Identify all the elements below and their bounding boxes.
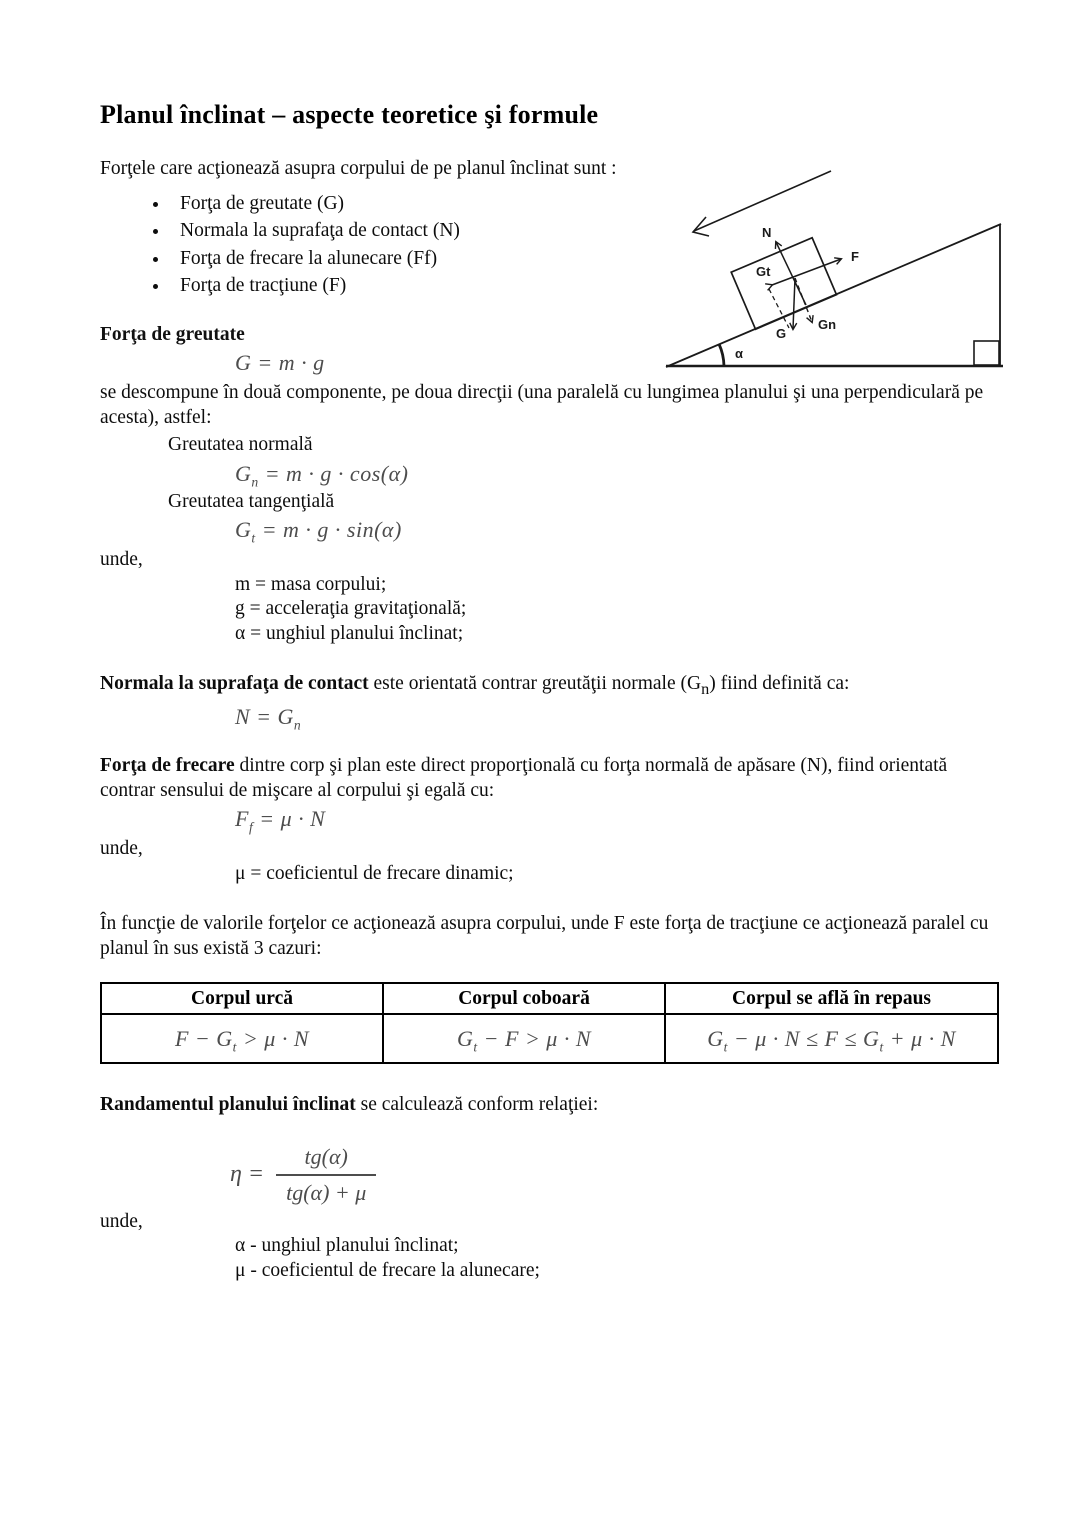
normal-weight-label: Greutatea normală (168, 434, 313, 455)
normal-weight-vector-label: Gn (818, 317, 837, 332)
friction-formula: $F_f = \mu \cdot N$ (235, 806, 326, 835)
where-label: unde, (100, 1210, 143, 1232)
table-header-cell: Corpul coboară (383, 983, 665, 1014)
table-formula-cell: $G_t - \mu \cdot N \le F \le G_t + \mu \cdot N$ (665, 1014, 998, 1063)
definition-line: g = acceleraţia gravitaţională; (235, 598, 467, 619)
weight-definitions (235, 573, 990, 647)
list-item: • Forţa de greutate (G) (170, 190, 990, 218)
weight-vector-label: G (776, 326, 787, 341)
list-item: • Forţa de tracţiune (F) (170, 272, 990, 300)
table-row (101, 1014, 998, 1063)
friction-definitions (235, 862, 990, 887)
cases-paragraph: În funcţie de valorile forţelor ce acţionează asupra corpului, unde F este forţa de tracţiune ce acţionează paralel cu planul în sus există 3 cazuri: (100, 913, 989, 959)
friction-section-paragraph: Forţa de frecare dintre corp şi plan este direct proporţională cu forţa normală de apăsare (N), fiind orientată contrar sensului de mişcare al corpului şi egală cu: (100, 755, 948, 801)
force-vectors (769, 242, 841, 329)
definition-line: α = unghiul planului înclinat; (235, 622, 464, 644)
definition-line: μ = coeficientul de frecare dinamic; (235, 862, 514, 884)
normal-vector-label: N (762, 225, 772, 240)
page-title: Planul înclinat – aspecte teoretice şi formule (100, 100, 599, 129)
list-item: • Normala la suprafaţa de contact (N) (170, 217, 990, 245)
table-formula-cell: $G_t - F > \mu \cdot N$ (383, 1014, 665, 1063)
efficiency-paragraph: Randamentul planului înclinat se calculează conform relaţiei: (100, 1094, 599, 1116)
weight-description: se descompune în două componente, pe doua direcţii (una paralelă cu lungimea planului şi una perpendiculară pe acesta), astfel: (100, 382, 984, 428)
normal-section-paragraph: Normala la suprafaţa de contact este orientată contrar greutăţii normale $(G_n)$ fiind definită ca: (100, 673, 850, 698)
weight-formula: G = m · g (235, 350, 325, 375)
where-label: unde, (100, 838, 143, 860)
efficiency-formula-lhs: η = (230, 1161, 265, 1188)
definition-line: μ - coeficientul de frecare la alunecare; (235, 1259, 540, 1281)
list-item: • Forţa de frecare la alunecare (Ff) (170, 245, 990, 273)
angle-label: α (735, 346, 743, 361)
where-label: unde, (100, 549, 143, 570)
normal-weight-formula: $G_n = m \cdot g \cdot \cos(\alpha)$ (235, 460, 409, 489)
traction-vector-label: F (851, 249, 859, 264)
tangential-weight-formula: $G_t = m \cdot g \cdot \sin(\alpha)$ (235, 517, 402, 546)
fraction-numerator: tg(α) (276, 1144, 376, 1176)
cases-table (100, 982, 999, 1064)
efficiency-fraction (276, 1144, 376, 1206)
angle-arc (719, 344, 724, 366)
table-header-cell: Corpul se află în repaus (665, 983, 998, 1014)
efficiency-definitions (235, 1234, 990, 1283)
table-header-cell: Corpul urcă (101, 983, 383, 1014)
inclined-plane-diagram (663, 155, 1011, 373)
definition-line: α - unghiul planului înclinat; (235, 1235, 459, 1257)
fraction-denominator: tg(α) + μ (286, 1179, 367, 1205)
right-angle-marker (974, 341, 999, 365)
block (731, 238, 836, 330)
table-header-row (101, 983, 998, 1014)
efficiency-formula (230, 1144, 990, 1206)
definition-line: m = masa corpului; (235, 573, 387, 595)
normal-formula: $N = G_n$ (235, 704, 302, 733)
table-formula-cell: $F - G_t > \mu \cdot N$ (101, 1014, 383, 1063)
intro-paragraph: Forţele care acţionează asupra corpului de pe planul înclinat sunt : (100, 158, 617, 179)
tangential-vector-label: Gt (756, 264, 771, 279)
weight-section-heading: Forţa de greutate (100, 323, 245, 345)
tangential-weight-label: Greutatea tangenţială (168, 490, 335, 512)
weight-vector (793, 278, 795, 329)
